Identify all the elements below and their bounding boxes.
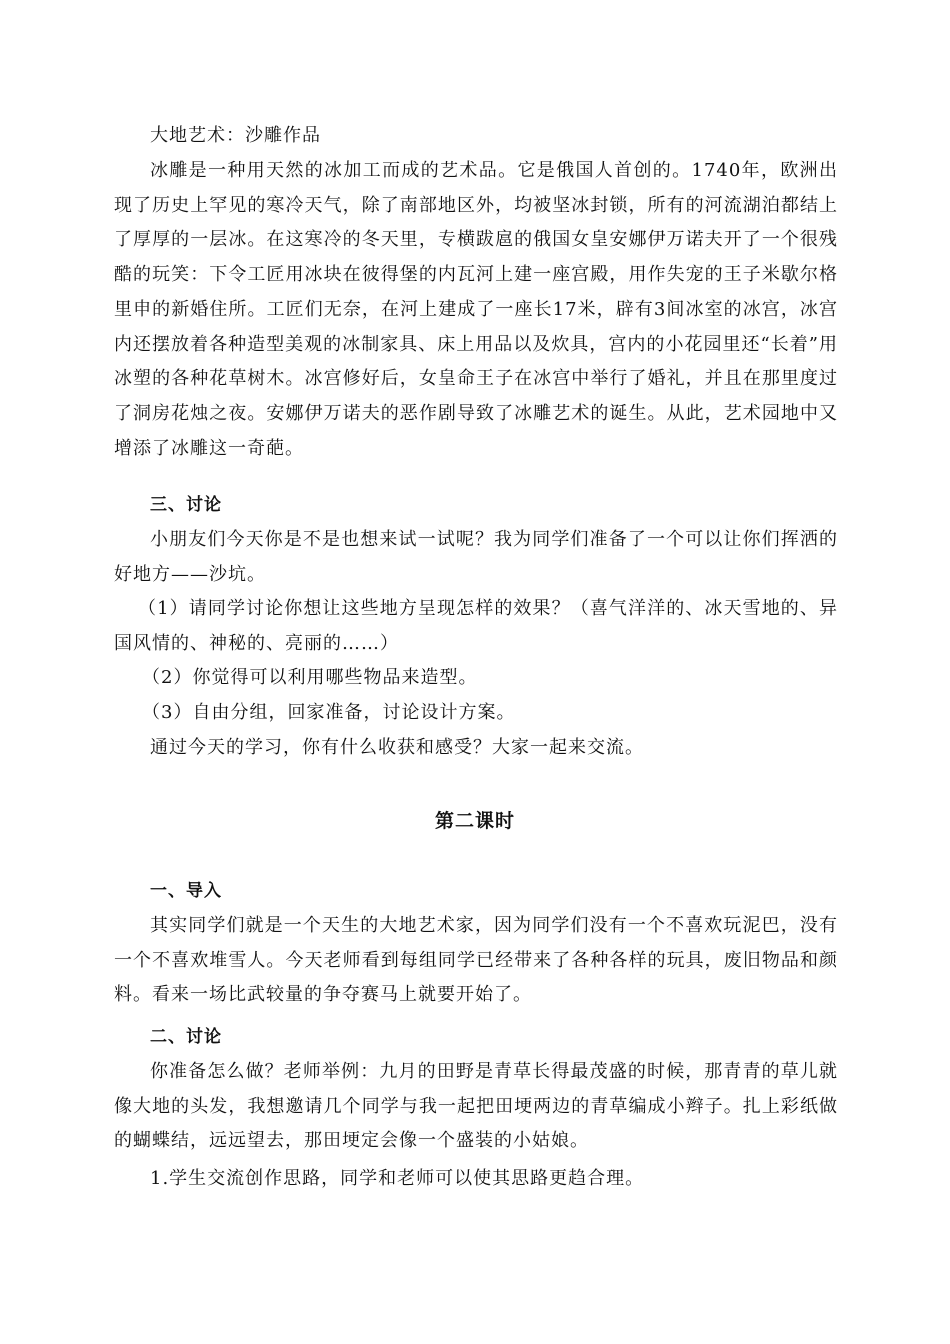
intro-paragraph: 其实同学们就是一个天生的大地艺术家，因为同学们没有一个不喜欢玩泥巴，没有一个不喜欢堆雪人。今天老师看到每组同学已经带来了各种各样的玩具，废旧物品和颜料。看来一场比武较量的争夺赛马上就要开始了。 — [114, 915, 838, 1006]
intro-heading: 一、导入 — [150, 881, 222, 901]
discussion-item-1: （1）请同学讨论你想让这些地方呈现怎样的效果？（喜气洋洋的、冰天雪地的、异国风情的、神秘的、亮丽的……） — [114, 598, 838, 654]
discussion-heading: 三、讨论 — [150, 495, 222, 515]
lesson-title: 第二课时 — [434, 810, 515, 832]
lesson-discussion-paragraph: 你准备怎么做？老师举例：九月的田野是青草长得最茂盛的时候，那青青的草儿就像大地的头发，我想邀请几个同学与我一起把田埂两边的青草编成小辫子。扎上彩纸做的蝴蝶结，远远望去，那田埂定会像一个盛装的小姑娘。 — [114, 1061, 838, 1152]
lesson-discussion-heading: 二、讨论 — [150, 1027, 222, 1047]
discussion-closing: 通过今天的学习，你有什么收获和感受？大家一起来交流。 — [150, 737, 644, 758]
discussion-item-2: （2）你觉得可以利用哪些物品来造型。 — [142, 667, 478, 688]
ice-sculpture-paragraph: 冰雕是一种用天然的冰加工而成的艺术品。它是俄国人首创的。1740年，欧洲出现了历史上罕见的寒冷天气，除了南部地区外，均被坚冰封锁，所有的河流湖泊都结上了厚厚的一层冰。在这寒冷的冬天里，专横跋扈的俄国女皇安娜伊万诺夫开了一个很残酷的玩笑：下令工匠用冰块在彼得堡的内瓦河上建一座宫殿，用作失宠的王子米歇尔格里申的新婚住所。工匠们无奈，在河上建成了一座长17米，辟有3间冰室的冰宫，冰宫内还摆放着各种造型美观的冰制家具、床上用品以及炊具，宫内的小花园里还“长着”用冰塑的各种花草树木。冰宫修好后，女皇命王子在冰宫中举行了婚礼，并且在那里度过了洞房花烛之夜。安娜伊万诺夫的恶作剧导致了冰雕艺术的诞生。从此，艺术园地中又增添了冰雕这一奇葩。 — [114, 160, 838, 459]
discussion-intro: 小朋友们今天你是不是也想来试一试呢？我为同学们准备了一个可以让你们挥洒的好地方——沙坑。 — [114, 529, 838, 585]
section-subtitle: 大地艺术：沙雕作品 — [150, 125, 321, 146]
lesson-discussion-item-1: 1.学生交流创作思路，同学和老师可以使其思路更趋合理。 — [150, 1168, 645, 1189]
discussion-item-3: （3）自由分组，回家准备，讨论设计方案。 — [142, 702, 516, 723]
